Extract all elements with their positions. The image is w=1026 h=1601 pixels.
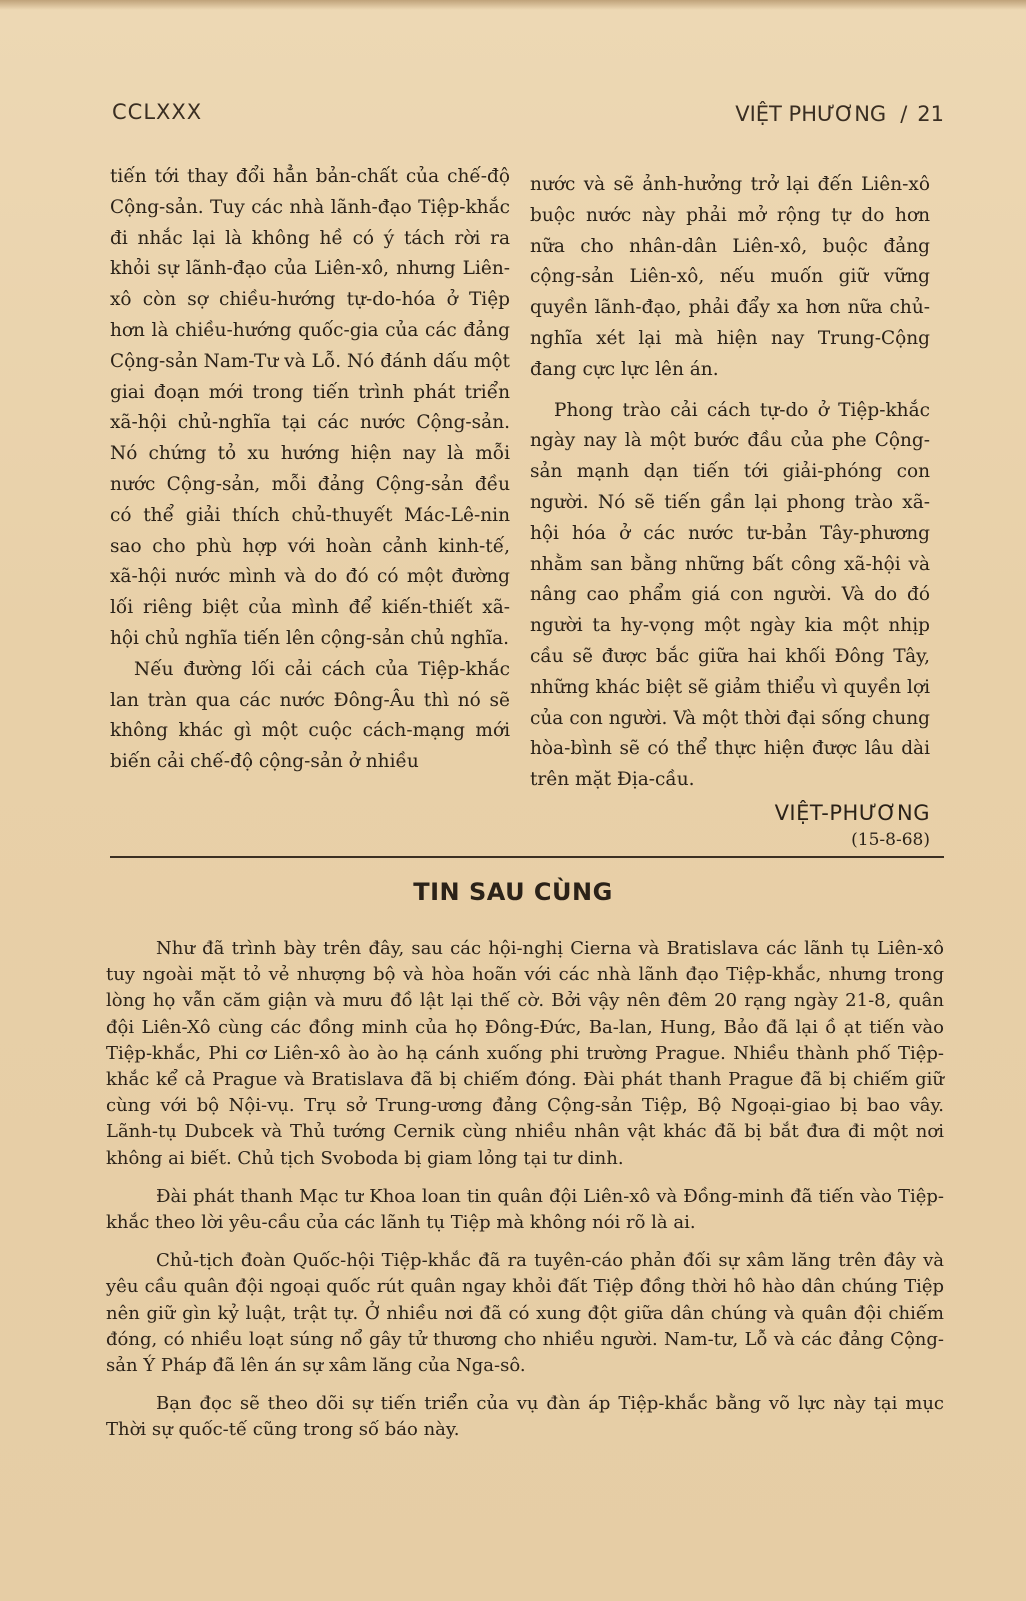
article-byline: VIỆT-PHƯƠNG <box>774 800 930 825</box>
article-paragraph: Phong trào cải cách tự-do ở Tiệp-khắc ngày nay là một bước đầu của phe Cộng-sản mạnh dạn tiến tới giải-phóng con người. Nó sẽ tiến gần lại phong trào xã-hội hóa ở các nước tư-bản Tây-phương nhằm san bằng những bất công xã-hội và nâng cao phẩm giá con người. Và do đó người ta hy-vọng một ngày kia một nhịp cầu sẽ được bắc giữa hai khối Đông Tây, những khác biệt sẽ giảm thiểu vì quyền lợi của con người. Và một thời đại sống chung hòa-bình sẽ có thể thực hiện được lâu dài trên mặt Địa-cầu. <box>530 399 930 791</box>
page-roman-numeral: CCLXXX <box>112 100 203 124</box>
article-left-column <box>110 162 510 778</box>
header-author: VIỆT PHƯƠNG <box>735 102 887 126</box>
news-paragraph: Như đã trình bày trên đây, sau các hội-nghị Cierna và Bratislava các lãnh tụ Liên-xô tuy ngoài mặt tỏ vẻ nhượng bộ và hòa hoãn với các nhà lãnh đạo Tiệp-khắc, nhưng trong lòng họ vẫn căm giận và mưu đồ lật lại thế cờ. Bởi vậy nên đêm 20 rạng ngày 21-8, quân đội Liên-Xô cùng các đồng minh của họ Đông-Đức, Ba-lan, Hung, Bảo đã lại ồ ạt tiến vào Tiệp-khắc, Phi cơ Liên-xô ào ào hạ cánh xuống phi trường Prague. Nhiều thành phố Tiệp-khắc kể cả Prague và Bratislava đã bị chiếm đóng. Đài phát thanh Prague đã bị chiếm giữ cùng với bộ Nội-vụ. Trụ sở Trung-ương đảng Cộng-sản Tiệp, Bộ Ngoại-giao bị bao vây. Lãnh-tụ Dubcek và Thủ tướng Cernik cùng nhiều nhân vật khác đã bị bắt đưa đi một nơi không ai biết. Chủ tịch Svoboda bị giam lỏng tại tư dinh. <box>106 938 944 1169</box>
section-divider <box>110 856 944 858</box>
article-paragraph: tiến tới thay đổi hẳn bản-chất của chế-độ Cộng-sản. Tuy các nhà lãnh-đạo Tiệp-khắc đi nhắc lại là không hề có ý tách rời ra khỏi sự lãnh-đạo của Liên-xô, nhưng Liên-xô còn sợ chiều-hướng tự-do-hóa ở Tiệp hơn là chiều-hướng quốc-gia của các đảng Cộng-sản Nam-Tư và Lỗ. Nó đánh dấu một giai đoạn mới trong tiến trình phát triển xã-hội chủ-nghĩa tại các nước Cộng-sản. Nó chứng tỏ xu hướng hiện nay là mỗi nước Cộng-sản, mỗi đảng Cộng-sản đều có thể giải thích chủ-thuyết Mác-Lê-nin sao cho phù hợp với hoàn cảnh kinh-tế, xã-hội nước mình và do đó có một đường lối riêng biệt của mình để kiến-thiết xã-hội chủ nghĩa tiến lên cộng-sản chủ nghĩa. <box>110 166 510 649</box>
article-paragraph: nước và sẽ ảnh-hưởng trở lại đến Liên-xô buộc nước này phải mở rộng tự do hơn nữa cho nhân-dân Liên-xô, buộc đảng cộng-sản Liên-xô, nếu muốn giữ vững quyền lãnh-đạo, phải đẩy xa hơn nữa chủ-nghĩa xét lại mà hiện nay Trung-Cộng đang cực lực lên án. <box>530 174 930 380</box>
news-body <box>106 936 944 1456</box>
article-date: (15-8-68) <box>851 829 930 850</box>
article-right-column <box>530 170 930 852</box>
news-paragraph: Chủ-tịch đoàn Quốc-hội Tiệp-khắc đã ra tuyên-cáo phản đối sự xâm lăng trên đây và yêu cầu quân đội ngoại quốc rút quân ngay khỏi đất Tiệp đồng thời hô hào dân chúng Tiệp nên giữ gìn kỷ luật, trật tự. Ở nhiều nơi đã có xung đột giữa dân chúng và quân đội chiếm đóng, có nhiều loạt súng nổ gây tử thương cho nhiều người. Nam-tư, Lỗ và các đảng Cộng-sản Ý Pháp đã lên án sự xâm lăng của Nga-sô. <box>106 1250 944 1377</box>
news-paragraph: Đài phát thanh Mạc tư Khoa loan tin quân đội Liên-xô và Đồng-minh đã tiến vào Tiệp-khắc theo lời yêu-cầu của các lãnh tụ Tiệp mà không nói rõ là ai. <box>106 1185 944 1234</box>
article-paragraph: Nếu đường lối cải cách của Tiệp-khắc lan tràn qua các nước Đông-Âu thì nó sẽ không khác gì một cuộc cách-mạng mới biến cải chế-độ cộng-sản ở nhiều <box>110 658 510 773</box>
news-paragraph: Bạn đọc sẽ theo dõi sự tiến triển của vụ đàn áp Tiệp-khắc bằng võ lực này tại mục Thời sự quốc-tế cũng trong số báo này. <box>106 1393 944 1441</box>
running-header <box>112 100 944 134</box>
page-number: 21 <box>917 102 944 126</box>
news-title: TIN SAU CÙNG <box>413 878 613 906</box>
header-right <box>735 102 944 126</box>
header-separator: / <box>900 102 908 126</box>
